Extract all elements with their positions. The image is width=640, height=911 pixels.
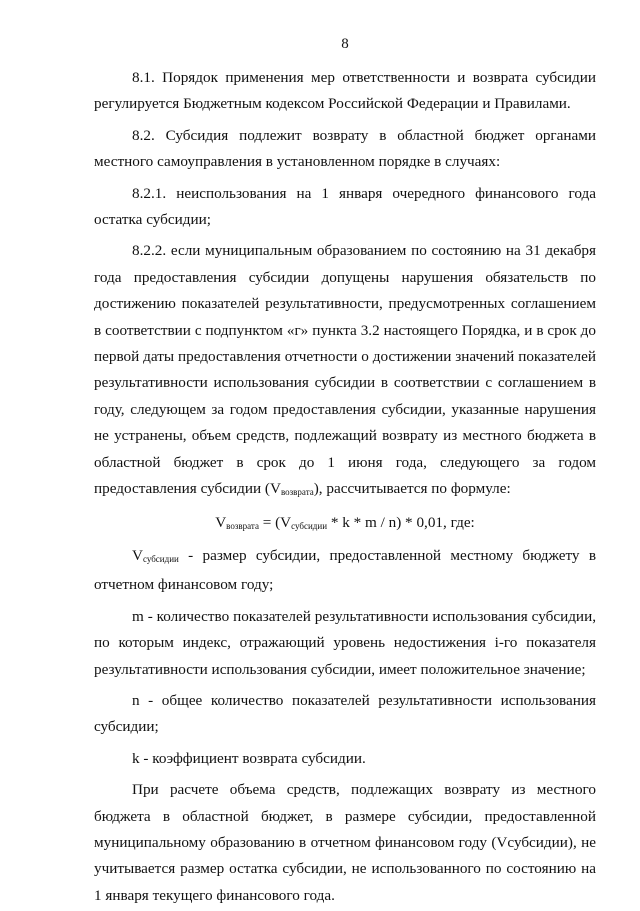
formula-rest: * k * m / n) * 0,01, где: [327,513,475,531]
formula-v-subscript: возврата [226,520,259,531]
return-formula [94,510,596,539]
paragraph-8-2-1: 8.2.1. неиспользования на 1 января очередного финансового года остатка субсидии; [94,184,596,229]
formula-eq: = (V [258,513,292,531]
definition-v-subscript: субсидии [142,553,179,564]
paragraph-8-2-2-text: 8.2.2. если муниципальным образованием по состоянию на 31 декабря года предоставления субсидии допущены нарушения обязательств по достижению показателей результативности, предусмотренных соглашением в соответствии с подпунктом «г» пункта 3.2 настоящего Порядка, и в срок до первой даты предоставления отчетности о достижении значений показателей результативности использования субсидии в соответствии с соглашением в году, следующем за годом предоставления субсидии, указанные нарушения не устранены, объем средств, подлежащий возврату из местного бюджета в областной бюджет в срок до 1 июня года, следующего за годом предоставления субсидии (V [94,242,596,498]
paragraph-8-2: 8.2. Субсидия подлежит возврату в областной бюджет органами местного самоуправления в установленном порядке в случаях: [94,126,596,171]
v-return-subscript: возврата [280,487,314,498]
formula-v2-subscript: субсидии [291,520,328,531]
definition-v-text: - размер субсидии, предоставленной местному бюджету в отчетном финансовом году; [94,546,596,594]
final-paragraph: При расчете объема средств, подлежащих возврату из местного бюджета в областной бюджет, в размере субсидии, предоставленной муниципальному образованию в отчетном финансовом году (Vсубсидии), не учитывается размер остатка субсидии, не использованного по состоянию на 1 января текущего финансового года. [94,781,596,904]
definition-v-subsidy [94,543,596,599]
paragraph-8-1: 8.1. Порядок применения мер ответственности и возврата субсидии регулируется Бюджетным кодексом Российской Федерации и Правилами. [94,69,596,113]
paragraph-8-2-2 [94,238,596,505]
definition-k: k - коэффициент возврата субсидии. [132,749,366,767]
paragraph-8-2-2-tail: ), рассчитывается по формуле: [313,480,511,498]
definition-n: n - общее количество показателей результативности использования субсидии; [94,691,596,736]
formula-v: V [215,513,227,531]
definition-v-symbol: V [132,546,143,564]
page-number: 8 [341,36,349,52]
definition-m: m - количество показателей результативности использования субсидии, по которым индекс, отражающий уровень недостижения i-го показателя результативности использования субсидии, имеет положительное значение; [94,607,596,678]
